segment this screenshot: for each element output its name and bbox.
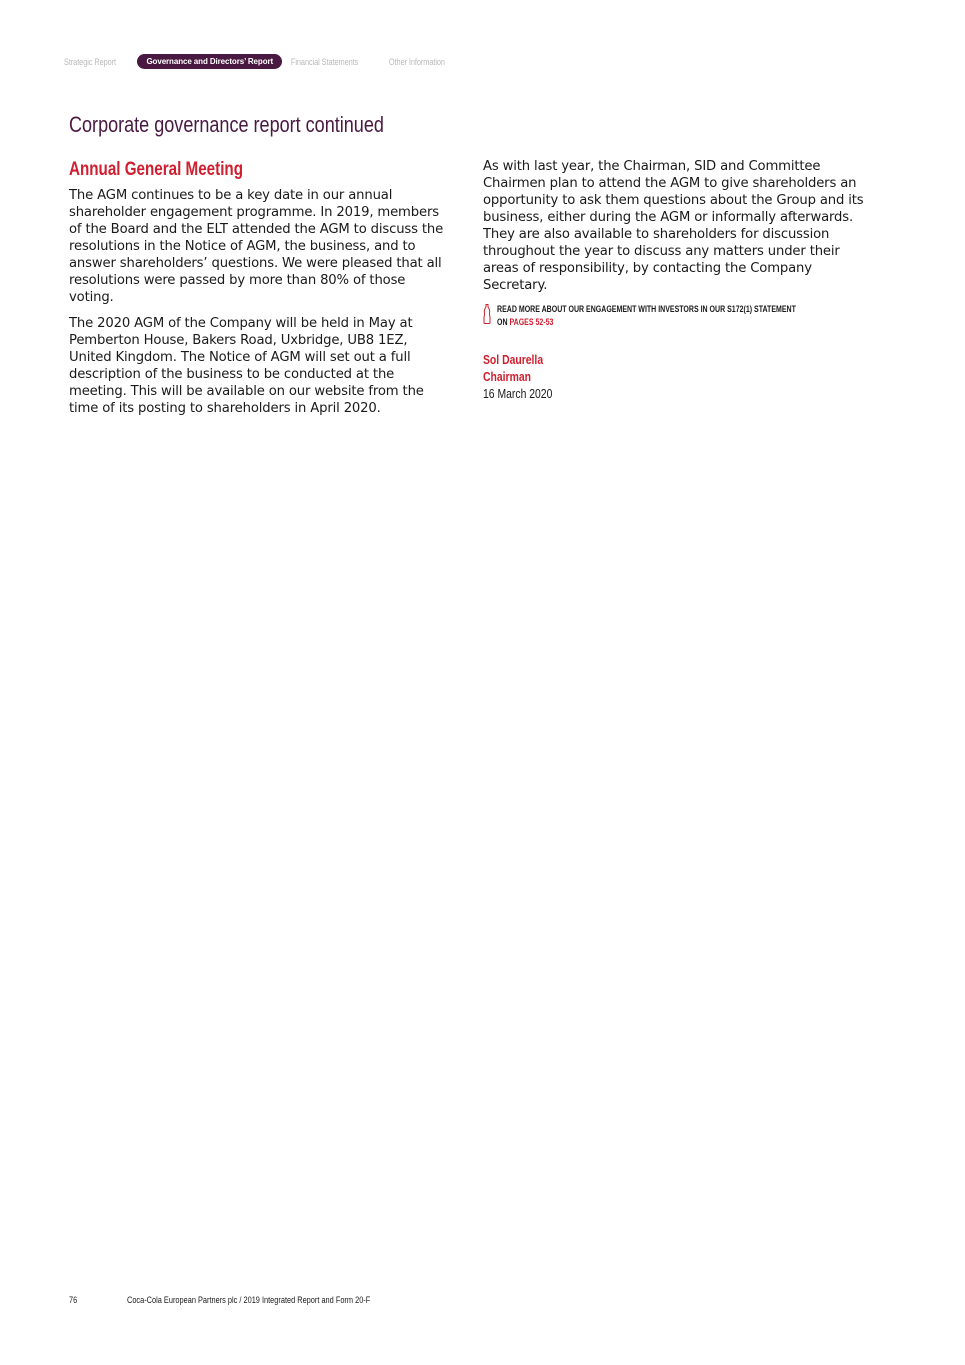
read-more-link[interactable]	[483, 303, 871, 329]
read-more-text	[497, 303, 796, 329]
read-more-line-1: READ MORE ABOUT OUR ENGAGEMENT WITH INVESTORS IN OUR S172(1) STATEMENT	[497, 304, 796, 314]
nav-tab-financial-statements[interactable]: Financial Statements	[290, 56, 359, 67]
section-heading: Annual General Meeting	[69, 159, 243, 180]
read-more-line-2	[497, 316, 796, 329]
pages-link[interactable]: PAGES 52-53	[509, 317, 554, 327]
nav-tab-governance[interactable]: Governance and Directors’ Report	[137, 54, 282, 69]
nav-tab-strategic-report[interactable]: Strategic Report	[64, 56, 117, 67]
read-more-prefix: ON	[497, 317, 510, 327]
chairman-paragraph: As with last year, the Chairman, SID and Committee Chairmen plan to attend the AGM to give shareholders an opportunity to ask them questions about the Group and its business, either during the AGM or informally afterwards. They are also available to shareholders for discussion throughout the year to discuss any matters under their areas of responsibility, by contacting the Company Secretary.	[483, 159, 864, 293]
agm-paragraph-2: The 2020 AGM of the Company will be held in May at Pemberton House, Bakers Road, Uxbridge, UB8 1EZ, United Kingdom. The Notice of AGM will set out a full description of the business to be conducted at the meeting. This will be available on our website from the time of its posting to shareholders in April 2020.	[69, 316, 424, 416]
page-number: 76	[69, 1295, 78, 1305]
signature-block	[483, 351, 793, 402]
page-footer	[69, 1295, 424, 1305]
page-title: Corporate governance report continued	[69, 112, 384, 137]
bottle-icon	[483, 304, 491, 324]
signatory-name: Sol Daurella	[483, 352, 544, 367]
right-column	[483, 158, 871, 402]
footer-text: Coca-Cola European Partners plc / 2019 Integrated Report and Form 20-F	[127, 1295, 371, 1305]
section-nav	[64, 54, 464, 69]
nav-tab-other-information[interactable]: Other Information	[389, 56, 446, 67]
signature-date: 16 March 2020	[483, 386, 553, 401]
agm-paragraph-1: The AGM continues to be a key date in our annual shareholder engagement programme. In 2019, members of the Board and the ELT attended the AGM to discuss the resolutions in the Notice of AGM, the business, and to answer shareholders’ questions. We were pleased that all resolutions were passed by more than 80% of those voting.	[69, 188, 444, 305]
signatory-role: Chairman	[483, 369, 531, 384]
left-column	[69, 158, 449, 426]
